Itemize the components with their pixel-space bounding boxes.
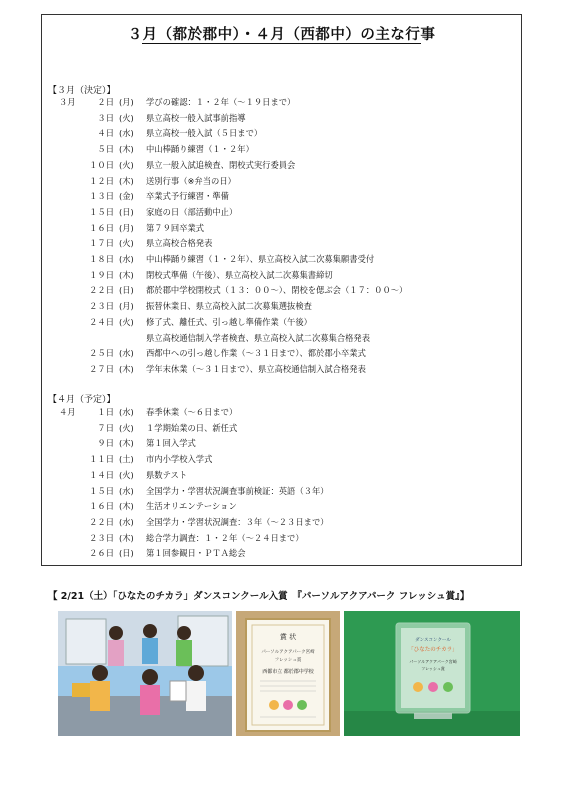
schedule-frame: [41, 14, 522, 566]
march-text: 西都中への引っ越し作業（～３１日まで）、都於郡小卒業式: [146, 348, 366, 359]
march-text: 県立高校合格発表: [146, 238, 213, 249]
march-day: １７日: [89, 238, 114, 249]
march-wd: (日): [119, 285, 134, 296]
march-text: 県立高校一般入試事前指導: [146, 112, 246, 123]
trophy-line-1: ダンスコンクール: [415, 638, 451, 643]
certificate-line-1: パーソルアクアパーク宮崎: [261, 650, 315, 655]
certificate-photo: [236, 611, 340, 736]
april-wd: (水): [119, 485, 134, 496]
april-text: 総合学力調査：１・２年（～２４日まで）: [146, 532, 304, 543]
march-wd: (月): [119, 97, 134, 107]
april-heading: 【４月（予定）】: [48, 395, 116, 405]
trophy-line-4: フレッシュ賞: [421, 666, 445, 671]
title-underline: [142, 43, 421, 44]
certificate-line-3: 西都市立 都於郡中学校: [262, 669, 314, 675]
march-day: １２日: [89, 175, 114, 186]
march-wd: (月): [119, 301, 134, 312]
march-wd: (金): [119, 191, 134, 202]
march-day: １９日: [89, 269, 114, 280]
march-wd: (火): [119, 238, 134, 249]
march-day: １６日: [89, 222, 114, 233]
march-day: １５日: [89, 206, 114, 217]
april-wd: (木): [119, 438, 134, 449]
april-text: １学期始業の日、新任式: [146, 422, 238, 433]
march-text: 県立一般入試追検査、閉校式実行委員会: [146, 159, 296, 170]
april-month: ４月: [59, 407, 76, 417]
march-day: ２７日: [89, 363, 114, 374]
march-day: １８日: [89, 254, 114, 264]
march-day: ５日: [97, 144, 114, 155]
march-day: ３日: [97, 112, 114, 123]
april-text: 春季休業（～６日まで）: [146, 407, 238, 417]
march-day: １０日: [89, 159, 114, 170]
trophy-photo: [344, 611, 520, 736]
march-text: 卒業式予行練習・準備: [146, 191, 229, 202]
march-wd: (火): [119, 316, 134, 327]
march-text: 学年末休業（～３１日まで）、県立高校通信制入試合格発表: [146, 363, 366, 374]
april-wd: (火): [119, 422, 134, 433]
march-wd: (火): [119, 112, 134, 123]
april-wd: (日): [119, 548, 134, 559]
march-text: 中山棒踊り練習（１・２年）: [146, 144, 254, 155]
march-day: ２２日: [89, 285, 114, 296]
march-day: ４日: [97, 128, 114, 139]
march-text: 県立高校通信制入学者検査、県立高校入試二次募集合格発表: [146, 332, 371, 343]
april-text: 県数テスト: [146, 469, 188, 480]
april-day: ２３日: [89, 532, 114, 543]
april-text: 生活オリエンテーション: [146, 501, 237, 512]
march-text: 家庭の日（部活動中止）: [146, 206, 238, 217]
april-day: ９日: [97, 438, 114, 449]
march-heading: 【３月（決定）】: [48, 86, 116, 96]
march-wd: (水): [119, 254, 134, 264]
award-caption: 【 2/21（土）「ひなたのチカラ」ダンスコンクール入賞 『パーソルアクアパーク フレッシュ賞』】: [48, 591, 470, 602]
april-day: １４日: [89, 469, 114, 480]
march-text: 学びの確認：１・２年（～１９日まで）: [146, 97, 296, 107]
trophy-line-3: パーソルアクアパーク宮崎: [409, 659, 457, 664]
page-title: ３月（都於郡中）・４月（西都中）の主な行事: [127, 27, 436, 43]
april-wd: (水): [119, 407, 134, 417]
april-day: １６日: [89, 501, 114, 512]
april-text: 全国学力・学習状況調査事前検証：英語（３年）: [146, 485, 329, 496]
april-wd: (木): [119, 532, 134, 543]
march-day: ２日: [97, 97, 114, 107]
april-text: 第１回参観日・ＰＴＡ総会: [146, 548, 246, 559]
march-text: 修了式、離任式、引っ越し準備作業（午後）: [146, 316, 312, 327]
march-wd: (木): [119, 269, 134, 280]
march-wd: (月): [119, 222, 134, 233]
april-text: 第１回入学式: [146, 438, 196, 449]
march-wd: (水): [119, 128, 134, 139]
trophy-line-2: 「ひなたのチカラ」: [408, 647, 458, 653]
march-text: 県立高校一般入試（５日まで）: [146, 128, 263, 139]
march-text: 振替休業日、県立高校入試二次募集選抜検査: [146, 301, 312, 312]
march-day: ２５日: [89, 348, 114, 359]
march-day: ２３日: [89, 301, 114, 312]
march-text: 送別行事（※弁当の日）: [146, 175, 236, 186]
certificate-line-2: フレッシュ賞: [274, 658, 302, 663]
april-text: 全国学力・学習状況調査：３年（～２３日まで）: [146, 516, 329, 527]
april-day: １５日: [89, 485, 114, 496]
march-day: ２４日: [89, 316, 114, 327]
april-day: １１日: [89, 454, 114, 465]
april-day: ２６日: [89, 548, 114, 559]
april-wd: (土): [119, 454, 134, 465]
march-wd: (木): [119, 175, 134, 186]
march-day: １３日: [89, 191, 114, 202]
march-text: 第７９回卒業式: [146, 222, 205, 233]
march-month: ３月: [59, 97, 76, 107]
april-wd: (木): [119, 501, 134, 512]
march-wd: (日): [119, 206, 134, 217]
march-text: 閉校式準備（午後）、県立高校入試二次募集書締切: [146, 269, 333, 280]
march-wd: (木): [119, 363, 134, 374]
march-text: 中山棒踊り練習（１・２年）、県立高校入試二次募集願書受付: [146, 254, 375, 264]
april-wd: (水): [119, 516, 134, 527]
april-day: １日: [97, 407, 114, 417]
students-photo: [58, 611, 232, 736]
april-day: ２２日: [89, 516, 114, 527]
april-day: ７日: [97, 422, 114, 433]
march-wd: (水): [119, 348, 134, 359]
march-wd: (木): [119, 144, 134, 155]
march-text: 都於郡中学校閉校式（１３：００～）、閉校を偲ぶ会（１７：００～）: [146, 285, 408, 296]
march-wd: (火): [119, 159, 134, 170]
april-text: 市内小学校入学式: [146, 454, 213, 465]
certificate-heading: 賞 状: [279, 633, 297, 641]
april-wd: (火): [119, 469, 134, 480]
